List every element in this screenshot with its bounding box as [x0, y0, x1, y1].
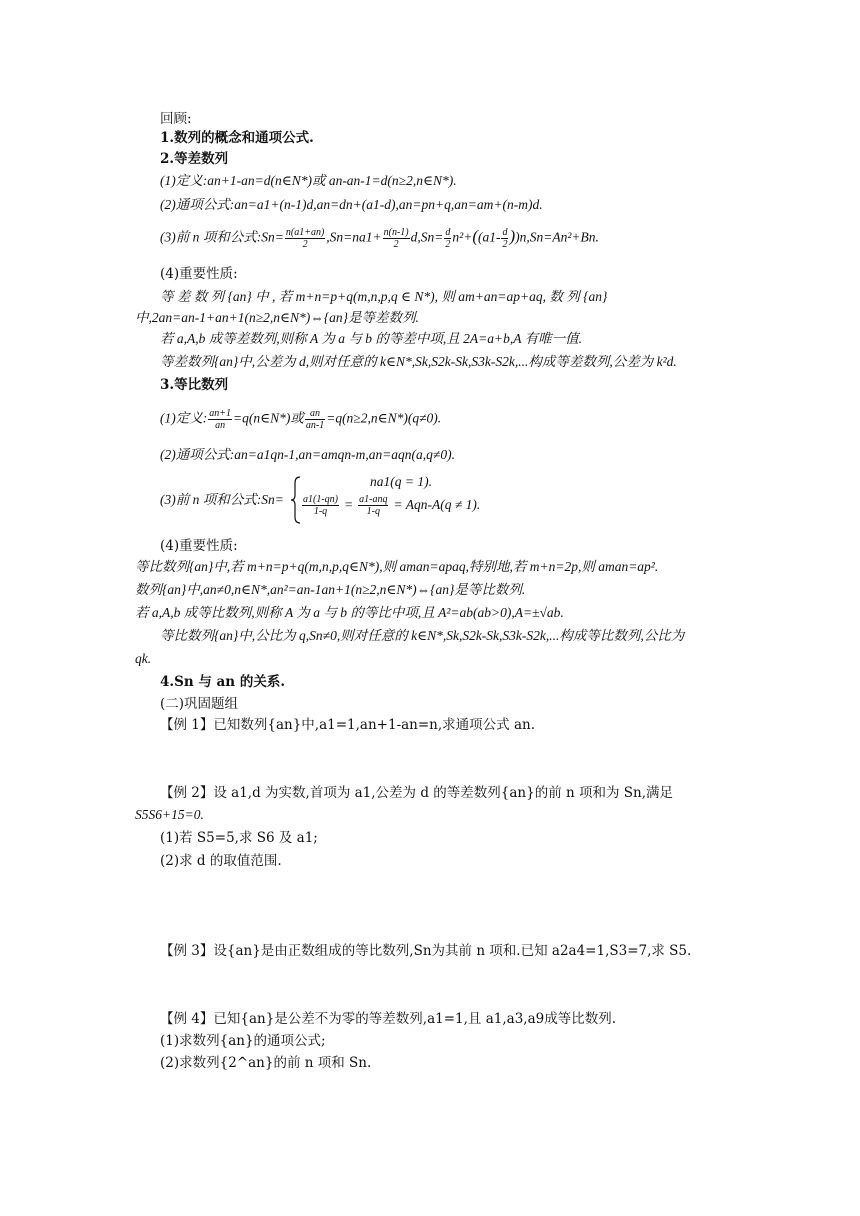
gp-property-1: 等比数列{an}中,若 m+n=p+q(m,n,p,q∈N*),则 aman=apaq,特别地,若 m+n=2p,则 aman=ap².: [135, 559, 659, 574]
left-brace-icon: [291, 476, 301, 524]
fraction: [358, 494, 388, 517]
ap-properties-heading: (4)重要性质:: [160, 266, 238, 282]
fraction-numerator: an: [305, 408, 325, 420]
paren: (: [472, 226, 478, 246]
gp-def-tail: =q(n≥2,n∈N*)(q≠0).: [326, 410, 442, 426]
gp-properties-heading: (4)重要性质:: [160, 538, 238, 554]
section-1-heading: 1.数列的概念和通项公式.: [160, 130, 314, 146]
gp-sum-prefix: (3)前 n 项和公式:Sn=: [160, 492, 284, 507]
fraction-denominator: an-1: [305, 420, 325, 431]
example-2: 【例 2】设 a1,d 为实数,首项为 a1,公差为 d 的等差数列{an}的前 n 项和为 Sn,满足: [160, 785, 673, 801]
ap-sum-paren: (a1-: [477, 229, 501, 245]
gp-sum-case-2: [301, 494, 480, 517]
section-3-heading: 3.等比数列: [160, 377, 229, 393]
fraction: [302, 494, 339, 517]
example-4-question-1: (1)求数列{an}的通项公式;: [160, 1033, 326, 1049]
fraction-denominator: an: [215, 420, 226, 431]
fraction-denominator: 1-q: [366, 506, 380, 517]
fraction-numerator: d: [445, 227, 451, 238]
fraction-numerator: d: [502, 227, 508, 238]
section-2-heading: 2.等差数列: [160, 151, 229, 167]
ap-sum-prefix: (3)前 n 项和公式:Sn=: [160, 229, 284, 245]
fraction-numerator: n(n-1): [383, 227, 409, 238]
gp-property-4: 等比数列{an}中,公比为 q,Sn≠0,则对任意的 k∈N*,Sk,S2k-Sk,S3k-S2k,...构成等比数列,公比为: [160, 628, 685, 643]
ap-property-1-cont: 中,2an=an-1+an+1(n≥2,n∈N*)⇔{an}是等差数列.: [135, 310, 419, 325]
fraction: [305, 408, 325, 431]
fraction-numerator: an+1: [209, 408, 231, 419]
gp-sum-case-2-tail: = Aqn-A(q ≠ 1).: [393, 496, 481, 512]
fraction-denominator: 1-q: [313, 506, 328, 517]
fraction: [208, 408, 232, 431]
example-2-cont: S5S6+15=0.: [135, 807, 204, 822]
gp-def-mid: =q(n∈N*)或: [233, 410, 304, 426]
gp-definition: [160, 408, 760, 431]
gp-property-3: 若 a,A,b 成等比数列,则称 A 为 a 与 b 的等比中项,且 A²=ab(ab>0),A=±√ab.: [135, 605, 564, 620]
paren: ): [509, 226, 516, 246]
fraction-denominator: 2: [502, 239, 508, 250]
example-3: 【例 3】设{an}是由正数组成的等比数列,Sn为其前 n 项和.已知 a2a4=1,S3=7,求 S5.: [160, 943, 692, 959]
example-4: 【例 4】已知{an}是公差不为零的等差数列,a1=1,且 a1,a3,a9成等比数列.: [160, 1011, 617, 1027]
gp-property-2: 数列{an}中,an≠0,n∈N*,an²=an-1an+1(n≥2,n∈N*)⇔{an}是等比数列.: [135, 582, 526, 597]
fraction: [444, 227, 451, 250]
fraction-numerator: n(a1+an): [285, 227, 325, 238]
equals-sign: =: [344, 496, 354, 512]
ap-sum-mid: ,Sn=na1+: [326, 229, 382, 245]
fraction-denominator: 2: [393, 239, 399, 250]
ap-sum-tail: )n,Sn=An²+Bn.: [515, 229, 599, 245]
example-1: 【例 1】已知数列{an}中,a1=1,an+1-an=n,求通项公式 an.: [160, 717, 535, 733]
fraction-numerator: a1-anq: [359, 494, 388, 505]
ap-definition: (1)定义:an+1-an=d(n∈N*)或 an-an-1=d(n≥2,n∈N*).: [160, 173, 457, 188]
gp-property-4-cont: qk.: [135, 651, 152, 666]
section-4-heading: 4.Sn 与 an 的关系.: [160, 674, 286, 690]
fraction-numerator: a1(1-qn): [303, 494, 338, 505]
gp-def-prefix: (1)定义:: [160, 410, 208, 426]
fraction: [285, 227, 325, 250]
ap-property-1: 等 差 数 列 {an} 中 , 若 m+n=p+q(m,n,p,q ∈ N*), 则 am+an=ap+aq, 数 列 {an}: [160, 289, 608, 304]
ap-property-3: 等差数列{an}中,公差为 d,则对任意的 k∈N*,Sk,S2k-Sk,S3k-S2k,...构成等差数列,公差为 k²d.: [160, 354, 677, 369]
fraction-denominator: 2: [302, 239, 308, 250]
review-heading: 回顾:: [160, 111, 192, 127]
ap-property-2: 若 a,A,b 成等差数列,则称 A 为 a 与 b 的等差中项,且 2A=a+b,A 有唯一值.: [160, 331, 582, 346]
example-4-question-2: (2)求数列{2^an}的前 n 项和 Sn.: [160, 1055, 372, 1071]
example-2-question-2: (2)求 d 的取值范围.: [160, 853, 282, 869]
fraction: [501, 227, 508, 250]
gp-general-term: (2)通项公式:an=a1qn-1,an=amqn-m,an=aqn(a,q≠0).: [160, 447, 455, 462]
consolidation-heading: (二)巩固题组: [160, 696, 239, 712]
ap-general-term: (2)通项公式:an=a1+(n-1)d,an=dn+(a1-d),an=pn+q,an=am+(n-m)d.: [160, 197, 543, 212]
gp-sum-case-1: na1(q = 1).: [370, 474, 432, 489]
ap-sum-mid3: n²+: [452, 229, 473, 245]
fraction-denominator: 2: [445, 239, 451, 250]
ap-sum-formula: [160, 227, 760, 250]
example-2-question-1: (1)若 S5=5,求 S6 及 a1;: [160, 830, 318, 846]
ap-sum-mid2: d,Sn=: [410, 229, 444, 245]
fraction: [383, 227, 410, 250]
